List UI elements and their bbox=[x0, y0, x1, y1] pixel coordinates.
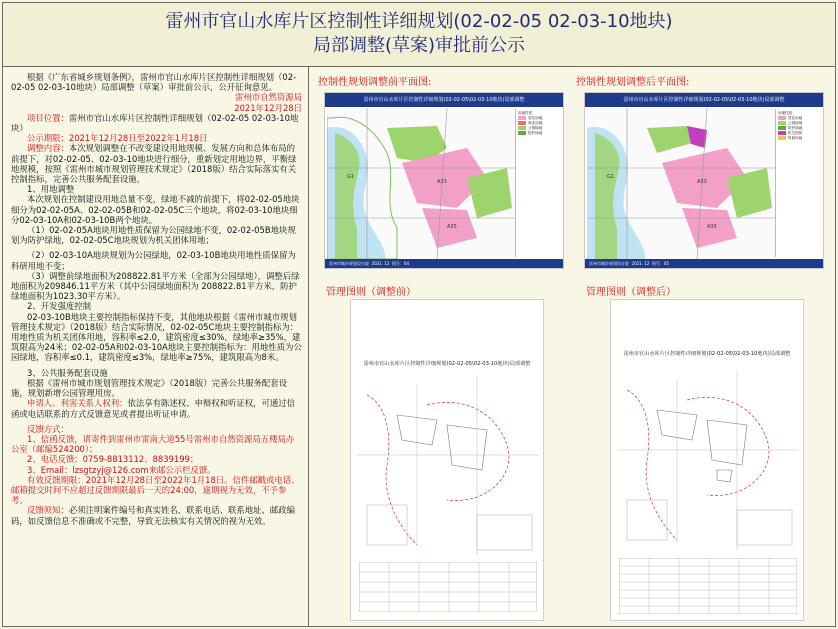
notes-text: 必须注明案件编号和真实姓名，联系电话、联系地址、邮政编码，如反馈信息不准确或不完整，导致无法核实有关情况的视为无效。 bbox=[11, 505, 295, 526]
section1-p1: 本次规划在控制建设用地总量不变，绿地不减的前提下，将02-02-05地块细分为02-02-05A、02-02-05B和02-02-05C三个地块，将02-03-10地块细分02-03-10A和02-03-10B两个地块。 bbox=[11, 194, 300, 225]
rights-label: 申请人、利害关系人权利： bbox=[27, 398, 128, 409]
notice-period bbox=[11, 133, 302, 143]
section1-p3: （2）02-03-10A地块规划为公园绿地，02-03-10B地块用地性质保留为科研用地不变； bbox=[11, 250, 296, 271]
after-mgmt-label: 管理图则（调整后） bbox=[586, 287, 676, 298]
after-plan-legend bbox=[775, 109, 821, 257]
svg-text:A33: A33 bbox=[437, 179, 447, 185]
notes bbox=[11, 505, 302, 525]
feedback-letter: 1、信函反馈，请寄件到雷州市雷南大道55号雷州市自然资源局五楼局办公室（邮编524200）； bbox=[11, 433, 295, 455]
after-mgmt-title: 雷州市官山水库片区控制性详细规划(02-02-05\02-03-10地块)局部调整 bbox=[623, 351, 791, 357]
page-frame bbox=[2, 2, 836, 627]
section3-p1: 根据《雷州市城市规划管理技术规定》（2018版）完善公共服务配套设施，规划新增公园管理用房。 bbox=[11, 377, 287, 399]
title-bar bbox=[3, 3, 835, 67]
before-plan-label: 控制性规划调整前平面图: bbox=[318, 77, 432, 88]
before-plan-map-footer: 雷州市城乡规划设计院 2021. 12 图号：04 bbox=[325, 259, 563, 268]
feedback-label: 反馈方式： bbox=[27, 423, 69, 434]
project-location bbox=[11, 113, 302, 133]
period-text: 2021年12月28日至2022年1月18日 bbox=[68, 133, 208, 144]
valid-text: 2021年12月28日至2022年1月18日。信件邮戳或电话、邮箱提交时间不应超过反馈期限最后一天的24:00，逾期视为无效，不予参考。 bbox=[11, 474, 300, 506]
page-title-line1: 雷州市官山水库片区控制性详细规划(02-02-05 02-03-10地块) bbox=[165, 11, 673, 32]
section1-p2: （1）02-02-05A地块用地性质保留为公园绿地不变，02-02-05B地块规划为防护绿地，02-02-05C地块规划为机关团体用地； bbox=[11, 225, 296, 246]
notice-text-column bbox=[3, 67, 309, 626]
legend-item: 公园绿地 bbox=[518, 126, 559, 131]
content-label: 调整内容： bbox=[27, 143, 69, 154]
svg-text:G1: G1 bbox=[347, 174, 355, 180]
after-plan-map-footer: 雷州市城乡规划设计院 2021. 12 图号：05 bbox=[585, 259, 823, 268]
svg-text:G1: G1 bbox=[607, 174, 615, 180]
svg-text:A35: A35 bbox=[447, 224, 457, 230]
adjust-content bbox=[11, 143, 302, 184]
notice-intro: 根据《广东省城乡规划条例》，雷州市官山水库片区控制性详细规划（02-02-05 02-03-10地块）局部调整（草案）审批前公示，公开征询意见。 bbox=[11, 72, 297, 93]
legend-item: 居住用地 bbox=[518, 116, 559, 121]
legend-item: 防护绿地 bbox=[518, 131, 559, 136]
content-text: 本次规划调整在不改变建设用地规模、发展方向和总体布局的前提下，对02-02-05、02-03-10地块进行细分，重新划定用地边界，平衡绿地规模，按照《雷州市城市规划管理技术规定》（2018版）结合实际落实有关控制指标，完善公共服务配套设施。 bbox=[11, 143, 297, 185]
legend-item: 居住用地 bbox=[778, 116, 819, 121]
before-plan-legend bbox=[515, 109, 561, 257]
before-plan-map[interactable] bbox=[324, 92, 564, 269]
after-plan-map-drawing bbox=[587, 108, 775, 259]
project-text: 雷州市官山水库片区控制性详细规划（02-02-05 02-03-10地块） bbox=[11, 112, 299, 134]
feedback-email: 3、Email：lzsgtzyj@126.com来邮公示栏反馈。 bbox=[27, 464, 216, 475]
after-plan-label: 控制性规划调整后平面图: bbox=[576, 77, 690, 88]
period-label: 公示期限： bbox=[27, 133, 69, 144]
legend-item: 公园绿地 bbox=[778, 121, 819, 126]
after-plan-map-title: 雷州市官山水库片区控制性详细规划(02-02-05\02-03-10地块)局部调整 bbox=[585, 93, 823, 107]
drawings-column bbox=[310, 67, 835, 626]
project-label: 项目位置： bbox=[27, 112, 69, 123]
rights bbox=[11, 398, 302, 418]
notice-issuer: 雷州市自然资源局 bbox=[235, 92, 302, 103]
after-mgmt-table bbox=[619, 558, 797, 614]
svg-text:A35: A35 bbox=[707, 224, 717, 230]
valid-period bbox=[11, 475, 302, 506]
legend-item: 防护绿地 bbox=[778, 126, 819, 131]
notice-issue-date: 2021年12月28日 bbox=[234, 102, 302, 113]
after-mgmt-sheet[interactable] bbox=[610, 299, 804, 621]
legend-item: 机关团体 bbox=[778, 131, 819, 136]
rights-text: 依法享有陈述权、申辩权和听证权，可通过信函或电话联系的方式反馈意见或者提出听证申请。 bbox=[11, 398, 295, 419]
legend-item: 科研用地 bbox=[778, 136, 819, 141]
feedback-phone: 2、电话反馈：0759-8813112、8839199； bbox=[27, 454, 199, 465]
before-mgmt-label: 管理图则（调整前） bbox=[326, 287, 416, 298]
section2-p1: 02-03-10B地块主要控制指标保持不变，其他地块根据《雷州市城市规划管理技术规定》（2018版）结合实际情况，02-02-05C地块主要控制指标为：用地性质为机关团体用地，容积率≤2.0，建筑密度≤30%，绿地率≥35%，建筑限高为24米；02-02-05A和02-03-10A地块主要控制指标为：用地性质为公园绿地，容积率≤0.1，建筑密度≤3%，绿地率≥75%，建筑限高为8米。 bbox=[11, 311, 302, 363]
after-mgmt-drawing bbox=[617, 370, 799, 550]
before-mgmt-title: 雷州市官山水库片区控制性详细规划(02-02-05\02-03-10地块)局部调整 bbox=[363, 361, 531, 367]
legend-item: 商业用地 bbox=[518, 121, 559, 126]
section3-title: 3、公共服务配套设施 bbox=[27, 367, 108, 378]
section1-p4: （3）调整前绿地面积为208822.81平方米（全部为公园绿地），调整后绿地面积为209846.11平方米（其中公园绿地面积为 208822.81平方米，防护绿地面积为1023.30平方米）。 bbox=[11, 270, 300, 302]
legend-title: 用地性质 bbox=[518, 111, 533, 115]
before-mgmt-sheet[interactable] bbox=[350, 299, 544, 621]
section1-title: 1、用地调整 bbox=[27, 184, 75, 195]
before-mgmt-drawing bbox=[357, 375, 539, 555]
after-plan-map[interactable] bbox=[584, 92, 824, 269]
before-plan-map-drawing bbox=[327, 108, 515, 259]
legend-title: 用地性质 bbox=[778, 111, 793, 115]
before-mgmt-table bbox=[359, 562, 537, 612]
notes-label: 反馈须知： bbox=[27, 505, 69, 516]
page-title-line2: 局部调整(草案)审批前公示 bbox=[312, 35, 526, 56]
before-plan-map-title: 雷州市官山水库片区控制性详细规划(02-02-05\02-03-10地块)局部调整 bbox=[325, 93, 563, 107]
section2-title: 2、开发强度控制 bbox=[27, 301, 91, 312]
svg-text:A33: A33 bbox=[697, 179, 707, 185]
valid-label: 有效反馈期限： bbox=[27, 474, 86, 485]
